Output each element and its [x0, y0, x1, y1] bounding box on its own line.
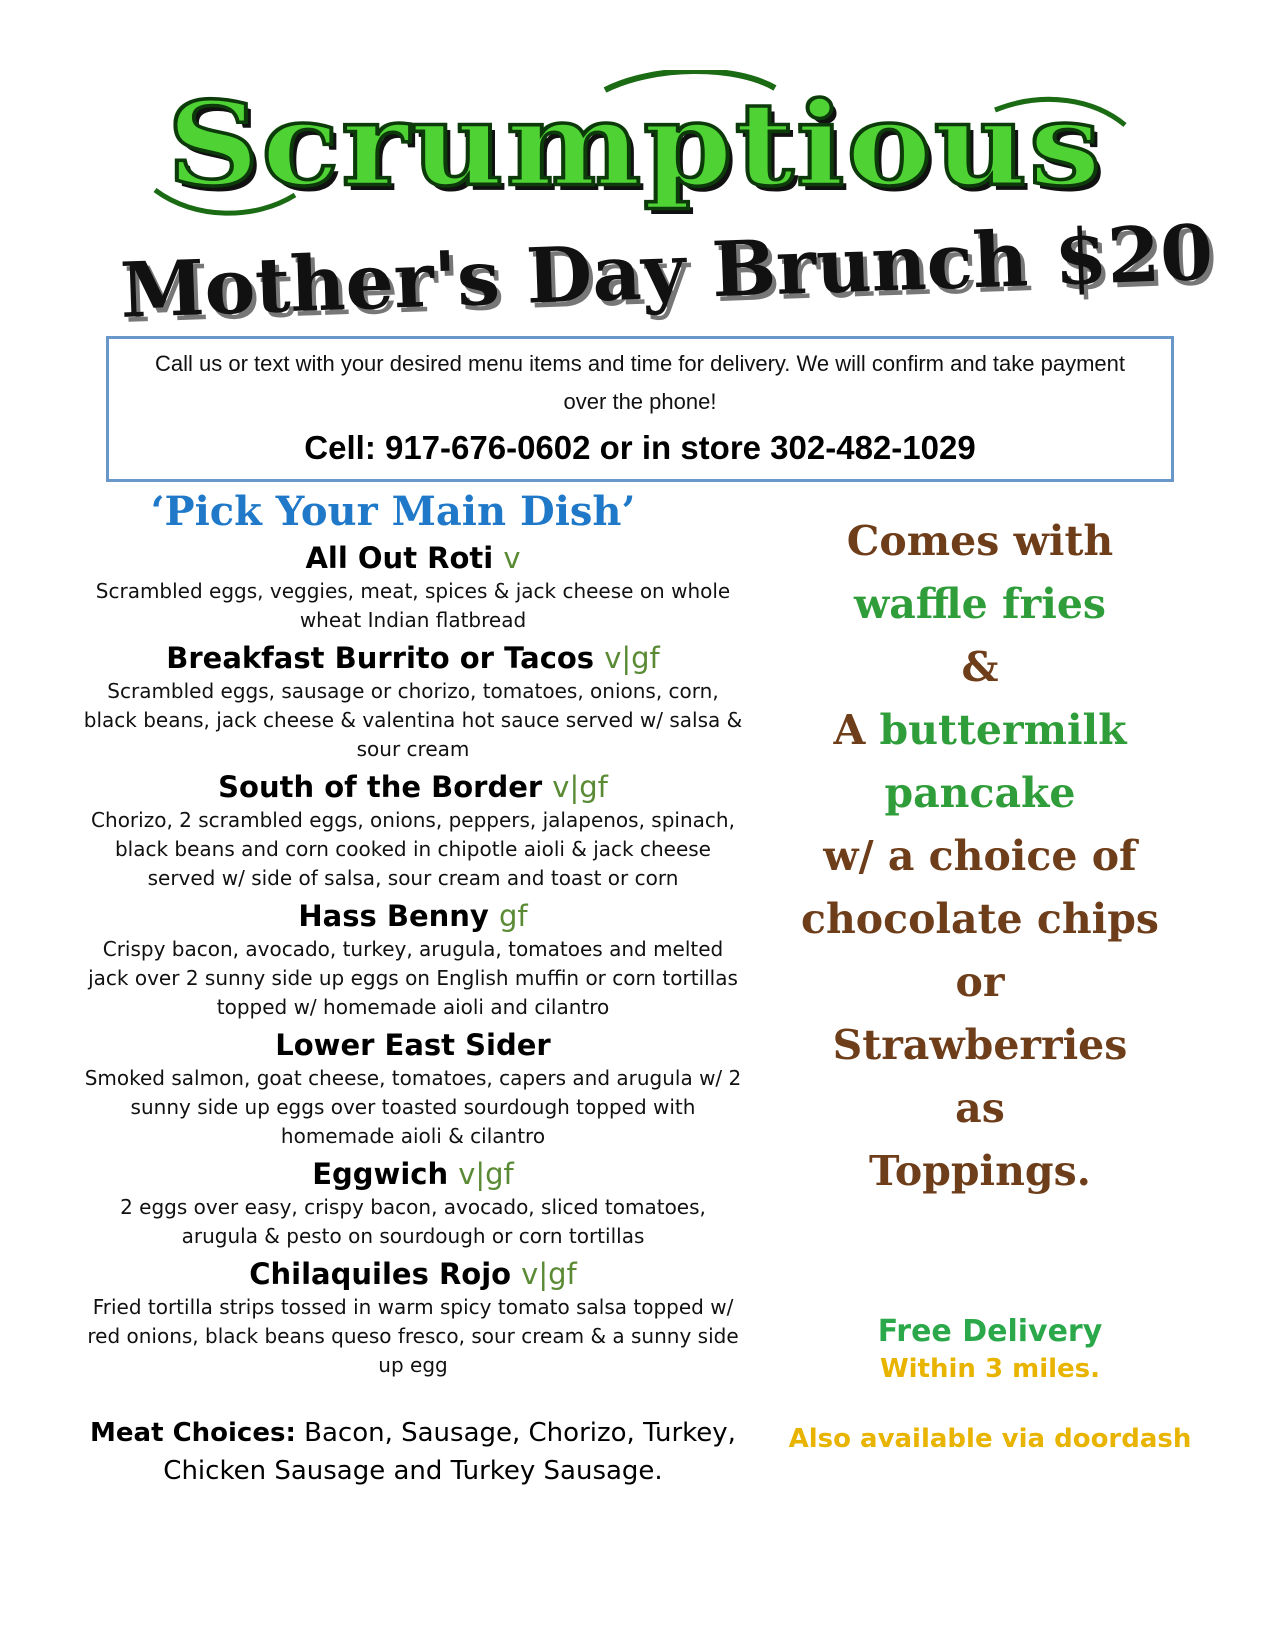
page-title: Mother's Day Brunch $20: [118, 207, 1215, 335]
dish-name-text: Chilaquiles Rojo: [249, 1257, 512, 1291]
dish-description: Fried tortilla strips tossed in warm spicy tomato salsa topped w/ red onions, black beans queso fresco, sour cream & a sunny side up egg: [87, 1295, 739, 1377]
delivery-info: [800, 1312, 1180, 1386]
scrumptious-logo: [135, 70, 1135, 220]
dish-name: [78, 768, 748, 806]
dish-name-text: All Out Roti: [305, 541, 494, 575]
sides-line: chocolate chips: [801, 895, 1159, 943]
dish-description: Scrambled eggs, veggies, meat, spices & jack cheese on whole wheat Indian flatbread: [95, 579, 731, 632]
dish-dietary-tag: gf: [498, 899, 528, 933]
dish-dietary-tag: v|gf: [552, 770, 608, 804]
dish-name: [78, 1155, 748, 1193]
menu-title: ‘Pick Your Main Dish’: [150, 488, 636, 535]
meat-choices-list: Bacon, Sausage, Chorizo, Turkey, Chicken Sausage and Turkey Sausage.: [163, 1418, 736, 1486]
dish-name: [78, 1026, 748, 1064]
sides-line: [770, 699, 1190, 762]
sides-line: w/ a choice of: [823, 832, 1137, 880]
sides-line: pancake: [884, 769, 1076, 817]
contact-box: [106, 336, 1174, 482]
dish-name-text: Lower East Sider: [275, 1028, 551, 1062]
dish-dietary-tag: v: [503, 541, 521, 575]
sides-info: [770, 510, 1190, 1203]
sides-line: or: [955, 958, 1005, 1006]
dish-description: Smoked salmon, goat cheese, tomatoes, capers and arugula w/ 2 sunny side up eggs over toasted sourdough topped with homemade aioli & cilantro: [84, 1066, 742, 1148]
dish-name: [78, 1255, 748, 1293]
contact-phones: Cell: 917-676-0602 or in store 302-482-1029: [304, 429, 976, 466]
sides-line: Strawberries: [832, 1021, 1128, 1069]
dish-description: 2 eggs over easy, crispy bacon, avocado, sliced tomatoes, arugula & pesto on sourdough or corn tortillas: [120, 1195, 706, 1248]
dish-dietary-tag: v|gf: [458, 1157, 514, 1191]
dish-name-text: Breakfast Burrito or Tacos: [166, 641, 595, 675]
dish-name-text: Eggwich: [312, 1157, 449, 1191]
contact-instructions: Call us or text with your desired menu items and time for delivery. We will confirm and take payment over the phone!: [154, 351, 1126, 414]
sides-line: waffle fries: [854, 580, 1106, 628]
dish-name: [78, 639, 748, 677]
meat-choices-label: Meat Choices:: [90, 1418, 296, 1448]
dish-description: Crispy bacon, avocado, turkey, arugula, tomatoes and melted jack over 2 sunny side up eggs on English muffin or corn tortillas topped w/ homemade aioli and cilantro: [88, 937, 738, 1019]
dish-name-text: South of the Border: [218, 770, 543, 804]
dish-name: [78, 539, 748, 577]
main-dish-menu: [78, 488, 748, 1490]
dish-name-text: Hass Benny: [298, 899, 489, 933]
logo-text: Scrumptious: [166, 77, 1104, 213]
sides-line: Comes with: [846, 517, 1114, 565]
doordash-note: Also available via doordash: [788, 1424, 1192, 1454]
dish-name: [78, 897, 748, 935]
sides-word: A: [833, 706, 866, 754]
dish-dietary-tag: v|gf: [521, 1257, 577, 1291]
dish-description: Scrambled eggs, sausage or chorizo, tomatoes, onions, corn, black beans, jack cheese & valentina hot sauce served w/ salsa & sour cream: [83, 679, 743, 761]
sides-line: Toppings.: [869, 1147, 1091, 1195]
dish-description: Chorizo, 2 scrambled eggs, onions, peppers, jalapenos, spinach, black beans and corn cooked in chipotle aioli & jack cheese served w/ side of salsa, sour cream and toast or corn: [91, 808, 735, 890]
meat-choices: [78, 1414, 748, 1490]
sides-line: as: [955, 1084, 1005, 1132]
sides-line: &: [961, 643, 999, 691]
free-delivery: Free Delivery: [877, 1314, 1103, 1349]
dish-dietary-tag: v|gf: [604, 641, 660, 675]
sides-word: buttermilk: [879, 706, 1127, 754]
delivery-radius: Within 3 miles.: [879, 1354, 1101, 1384]
